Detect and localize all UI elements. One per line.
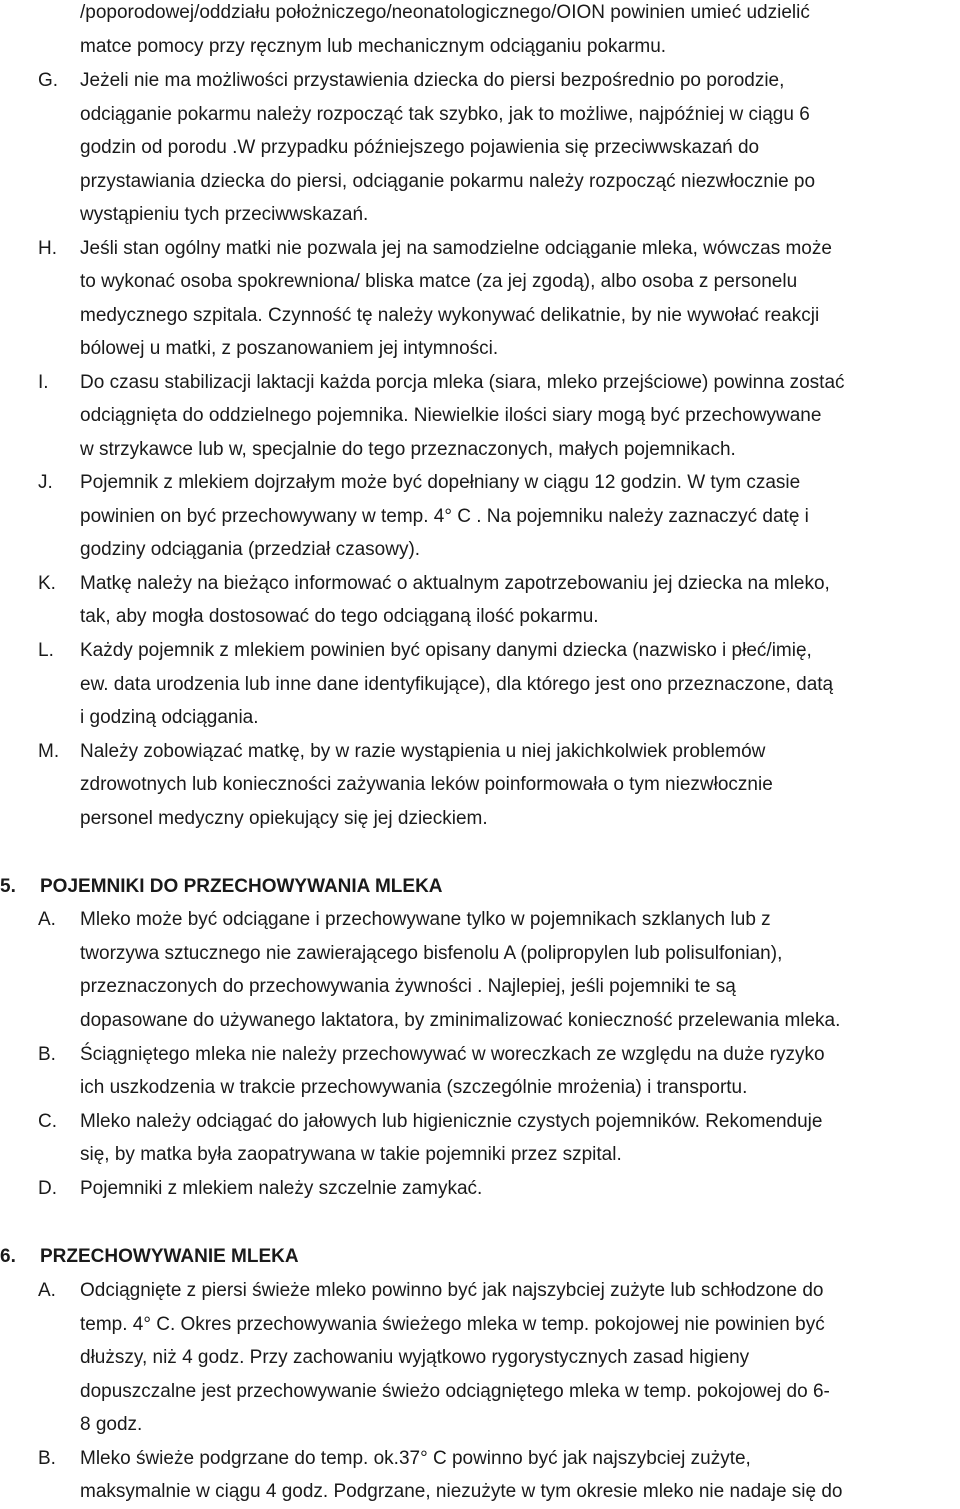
item-l-line: ew. data urodzenia lub inne dane identyfikujące), dla którego jest ono przeznaczone, datą bbox=[80, 674, 834, 695]
item-j-line: powinien on być przechowywany w temp. 4° C . Na pojemniku należy zaznaczyć datę i bbox=[80, 506, 809, 527]
section-6-item-a-line: dopuszczalne jest przechowywanie świeżo odciągniętego mleka w temp. pokojowej do 6- bbox=[80, 1381, 830, 1402]
section-5-item-label-b: B. bbox=[38, 1044, 56, 1065]
item-label-h: H. bbox=[38, 238, 57, 259]
section-6-item-label-b: B. bbox=[38, 1448, 56, 1469]
section-5-item-a-line: tworzywa sztucznego nie zawierającego bisfenolu A (polipropylen lub polisulfonian), bbox=[80, 943, 783, 964]
item-g-line: przystawiania dziecka do piersi, odciąganie pokarmu należy rozpocząć niezwłocznie po bbox=[80, 171, 816, 192]
section-5-item-c-line: Mleko należy odciągać do jałowych lub higienicznie czystych pojemników. Rekomenduje bbox=[80, 1111, 823, 1132]
item-g-line: odciąganie pokarmu należy rozpocząć tak szybko, jak to możliwe, najpóźniej w ciągu 6 bbox=[80, 104, 810, 125]
item-label-k: K. bbox=[38, 573, 56, 594]
section-5-item-a-line: przeznaczonych do przechowywania żywności . Najlepiej, jeśli pojemniki te są bbox=[80, 976, 736, 997]
item-label-i: I. bbox=[38, 372, 49, 393]
item-l-line: i godziną odciągania. bbox=[80, 707, 259, 728]
section-5-item-label-a: A. bbox=[38, 909, 56, 930]
item-m-line: personel medyczny opiekujący się jej dzieckiem. bbox=[80, 808, 488, 829]
section-5-heading: POJEMNIKI DO PRZECHOWYWANIA MLEKA bbox=[40, 876, 443, 897]
item-k-line: tak, aby mogła dostosować do tego odciąganą ilość pokarmu. bbox=[80, 606, 599, 627]
item-h-line: bólowej u matki, z poszanowaniem jej intymności. bbox=[80, 338, 499, 359]
section-6-heading: PRZECHOWYWANIE MLEKA bbox=[40, 1246, 299, 1267]
section-6-item-a-line: temp. 4° C. Okres przechowywania świeżego mleka w temp. pokojowej nie powinien być bbox=[80, 1314, 825, 1335]
item-i-line: odciągnięta do oddzielnego pojemnika. Niewielkie ilości siary mogą być przechowywane bbox=[80, 405, 822, 426]
section-6-item-a-line: Odciągnięte z piersi świeże mleko powinno być jak najszybciej zużyte lub schłodzone do bbox=[80, 1280, 824, 1301]
section-6-item-a-line: 8 godz. bbox=[80, 1414, 143, 1435]
section-6-item-a-line: dłuższy, niż 4 godz. Przy zachowaniu wyjątkowo rygorystycznych zasad higieny bbox=[80, 1347, 750, 1368]
item-m-line: zdrowotnych lub konieczności zażywania leków poinformowała o tym niezwłocznie bbox=[80, 774, 773, 795]
intro-line: /poporodowej/oddziału położniczego/neonatologicznego/OION powinien umieć udzielić bbox=[80, 2, 810, 23]
section-5-item-d-line: Pojemniki z mlekiem należy szczelnie zamykać. bbox=[80, 1178, 483, 1199]
section-5-item-b-line: Ściągniętego mleka nie należy przechowywać w woreczkach ze względu na duże ryzyko bbox=[80, 1044, 825, 1065]
item-label-l: L. bbox=[38, 640, 54, 661]
section-6-item-label-a: A. bbox=[38, 1280, 56, 1301]
item-g-line: godzin od porodu .W przypadku późniejszego pojawienia się przeciwwskazań do bbox=[80, 137, 760, 158]
intro-line: matce pomocy przy ręcznym lub mechanicznym odciąganiu pokarmu. bbox=[80, 36, 667, 57]
item-m-line: Należy zobowiązać matkę, by w razie wystąpienia u niej jakichkolwiek problemów bbox=[80, 741, 766, 762]
item-i-line: Do czasu stabilizacji laktacji każda porcja mleka (siara, mleko przejściowe) powinna zostać bbox=[80, 372, 845, 393]
item-h-line: to wykonać osoba spokrewniona/ bliska matce (za jej zgodą), albo osoba z personelu bbox=[80, 271, 798, 292]
item-g-line: Jeżeli nie ma możliwości przystawienia dziecka do piersi bezpośrednio po porodzie, bbox=[80, 70, 785, 91]
section-6-item-b-line: maksymalnie w ciągu 4 godz. Podgrzane, niezużyte w tym okresie mleko nie nadaje się do bbox=[80, 1481, 843, 1502]
section-5-number: 5. bbox=[0, 876, 16, 897]
item-g-line: wystąpieniu tych przeciwwskazań. bbox=[80, 204, 369, 225]
section-5-item-a-line: dopasowane do używanego laktatora, by zminimalizować konieczność przelewania mleka. bbox=[80, 1010, 841, 1031]
item-i-line: w strzykawce lub w, specjalnie do tego przeznaczonych, małych pojemnikach. bbox=[80, 439, 736, 460]
item-l-line: Każdy pojemnik z mlekiem powinien być opisany danymi dziecka (nazwisko i płeć/imię, bbox=[80, 640, 812, 661]
item-label-g: G. bbox=[38, 70, 59, 91]
item-j-line: Pojemnik z mlekiem dojrzałym może być dopełniany w ciągu 12 godzin. W tym czasie bbox=[80, 472, 801, 493]
section-5-item-c-line: się, by matka była zaopatrywana w takie pojemniki przez szpital. bbox=[80, 1144, 622, 1165]
item-h-line: medycznego szpitala. Czynność tę należy wykonywać delikatnie, by nie wywołać reakcji bbox=[80, 305, 820, 326]
section-6-number: 6. bbox=[0, 1246, 16, 1267]
item-label-m: M. bbox=[38, 741, 60, 762]
section-5-item-b-line: ich uszkodzenia w trakcie przechowywania (szczególnie mrożenia) i transportu. bbox=[80, 1077, 748, 1098]
section-5-item-a-line: Mleko może być odciągane i przechowywane tylko w pojemnikach szklanych lub z bbox=[80, 909, 771, 930]
item-k-line: Matkę należy na bieżąco informować o aktualnym zapotrzebowaniu jej dziecka na mleko, bbox=[80, 573, 830, 594]
section-5-item-label-c: C. bbox=[38, 1111, 57, 1132]
item-h-line: Jeśli stan ogólny matki nie pozwala jej na samodzielne odciąganie mleka, wówczas może bbox=[80, 238, 832, 259]
section-5-item-label-d: D. bbox=[38, 1178, 57, 1199]
item-label-j: J. bbox=[38, 472, 53, 493]
item-j-line: godziny odciągania (przedział czasowy). bbox=[80, 539, 421, 560]
section-6-item-b-line: Mleko świeże podgrzane do temp. ok.37° C powinno być jak najszybciej zużyte, bbox=[80, 1448, 751, 1469]
